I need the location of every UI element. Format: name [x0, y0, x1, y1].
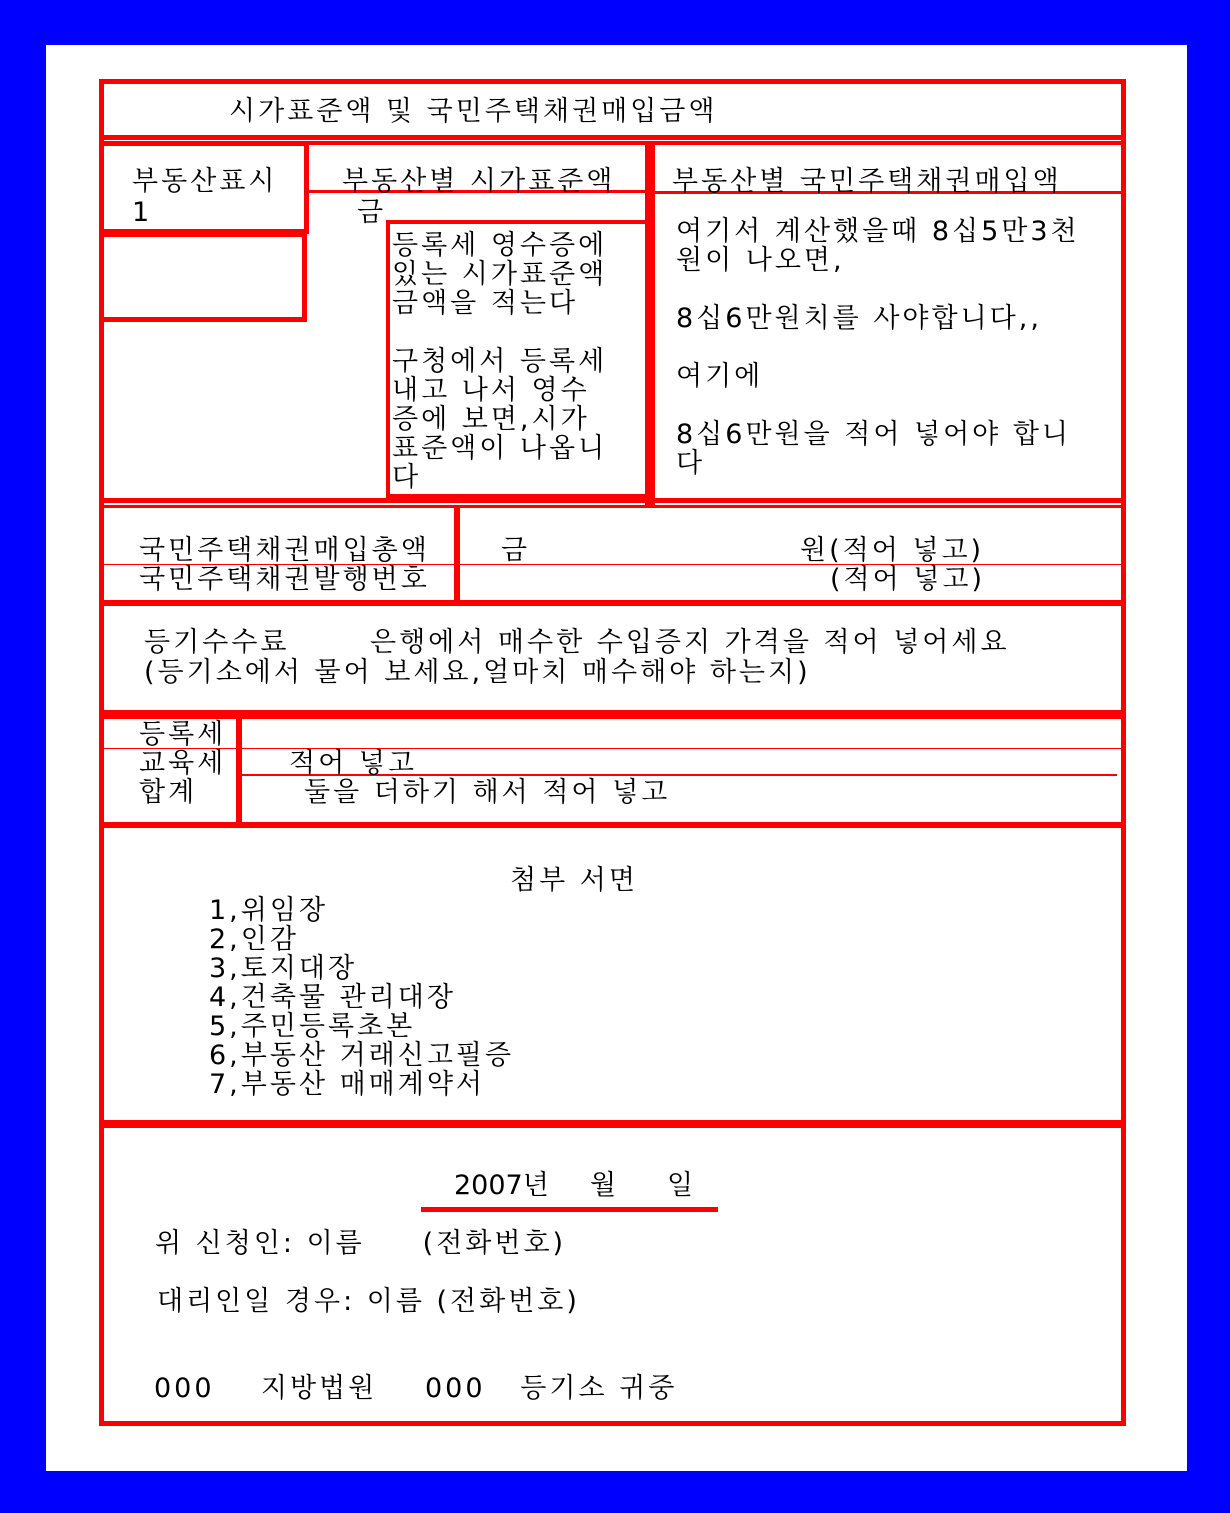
form-title: 시가표준액 및 국민주택채권매입금액	[229, 96, 718, 127]
bond-number-label: 국민주택채권발행번호	[139, 564, 430, 595]
total-bond-amount-suffix: 원(적어 넣고)	[800, 535, 985, 566]
outer-border-left	[99, 79, 104, 1426]
attachment-item: 3,토지대장	[209, 953, 358, 984]
rule-tax-label-top	[99, 716, 1126, 719]
attachment-item: 1,위임장	[209, 895, 329, 926]
date-underline	[421, 1207, 718, 1212]
bond-note: 여기서 계산했을때 8십5만3천 원이 나오면, 8십6만원치를 사야합니다,, 여기에 8십6만원을 적어 넣어야 합니 다	[676, 216, 1080, 479]
rule-section5-bottom	[99, 1120, 1126, 1128]
attachment-item: 4,건축물 관리대장	[209, 982, 456, 1013]
rule-section2-top	[99, 505, 1126, 508]
rule-bond-header-top	[655, 141, 1126, 145]
total-bond-label: 국민주택채권매입총액	[139, 535, 430, 566]
rule-small-box-top	[99, 234, 307, 237]
rule-tax-divider	[236, 716, 242, 826]
rule-section2-divider	[454, 505, 460, 603]
outer-border-right	[1121, 79, 1126, 1426]
rule-section2-bottom	[99, 600, 1126, 606]
court-name: 000 지방법원	[154, 1373, 378, 1404]
total-bond-amount-prefix: 금	[501, 535, 531, 566]
fee-note-line2: (등기소에서 물어 보세요,얼마치 매수해야 하는지)	[144, 657, 811, 688]
rule-property-box-right	[304, 141, 309, 233]
tax-label-total: 합계	[139, 777, 198, 808]
registry-name: 000 등기소 귀중	[425, 1373, 678, 1404]
date-day: 일	[667, 1170, 697, 1201]
rule-tax-thin	[99, 748, 1126, 749]
standard-value-amount-label: 금	[357, 197, 387, 228]
rule-section1-bottom	[99, 498, 1126, 503]
outer-border-bottom	[99, 1421, 1126, 1426]
attachment-item: 7,부동산 매매계약서	[209, 1069, 485, 1100]
agent-line: 대리인일 경우: 이름 (전화번호)	[157, 1286, 580, 1317]
tax-label-education: 교육세	[139, 748, 227, 779]
rule-col-divider	[645, 141, 655, 506]
rule-note-box-top	[386, 220, 647, 224]
date-year: 2007년	[454, 1170, 549, 1201]
standard-value-header: 부동산별 시가표준액	[342, 166, 616, 197]
tax-note-1: 적어 넣고	[289, 748, 417, 779]
attachments-title: 첨부 서면	[510, 865, 638, 896]
property-header: 부동산표시	[132, 166, 278, 197]
rule-title-bottom	[99, 135, 1126, 140]
rule-note-box-left	[386, 220, 390, 500]
outer-border-top	[99, 79, 1126, 84]
rule-value-header-top	[309, 141, 647, 145]
property-number: 1	[132, 197, 153, 228]
rule-section4-bottom	[99, 822, 1126, 828]
standard-value-note: 등록세 영수증에 있는 시가표준액 금액을 적는다 구청에서 등록세 내고 나서 영수 증에 보면,시가 표준액이 나옵니 다	[392, 230, 608, 493]
rule-property-box-top	[99, 141, 309, 146]
tax-note-2: 둘을 더하기 해서 적어 넣고	[304, 777, 671, 808]
applicant-line: 위 신청인: 이름 (전화번호)	[155, 1228, 567, 1259]
attachment-item: 5,주민등록초본	[209, 1011, 416, 1042]
date-month: 월	[590, 1170, 620, 1201]
bond-number-value: (적어 넣고)	[830, 564, 985, 595]
attachment-item: 2,인감	[209, 924, 299, 955]
rule-small-box-bottom	[99, 317, 307, 322]
fee-note-line1: 은행에서 매수한 수입증지 가격을 적어 넣어세요	[370, 627, 1010, 658]
bond-header: 부동산별 국민주택채권매입액	[672, 166, 1062, 197]
attachment-item: 6,부동산 거래신고필증	[209, 1040, 515, 1071]
rule-small-box-right	[302, 234, 307, 322]
fee-label: 등기수수료	[144, 627, 290, 658]
tax-label-registration: 등록세	[139, 719, 227, 750]
